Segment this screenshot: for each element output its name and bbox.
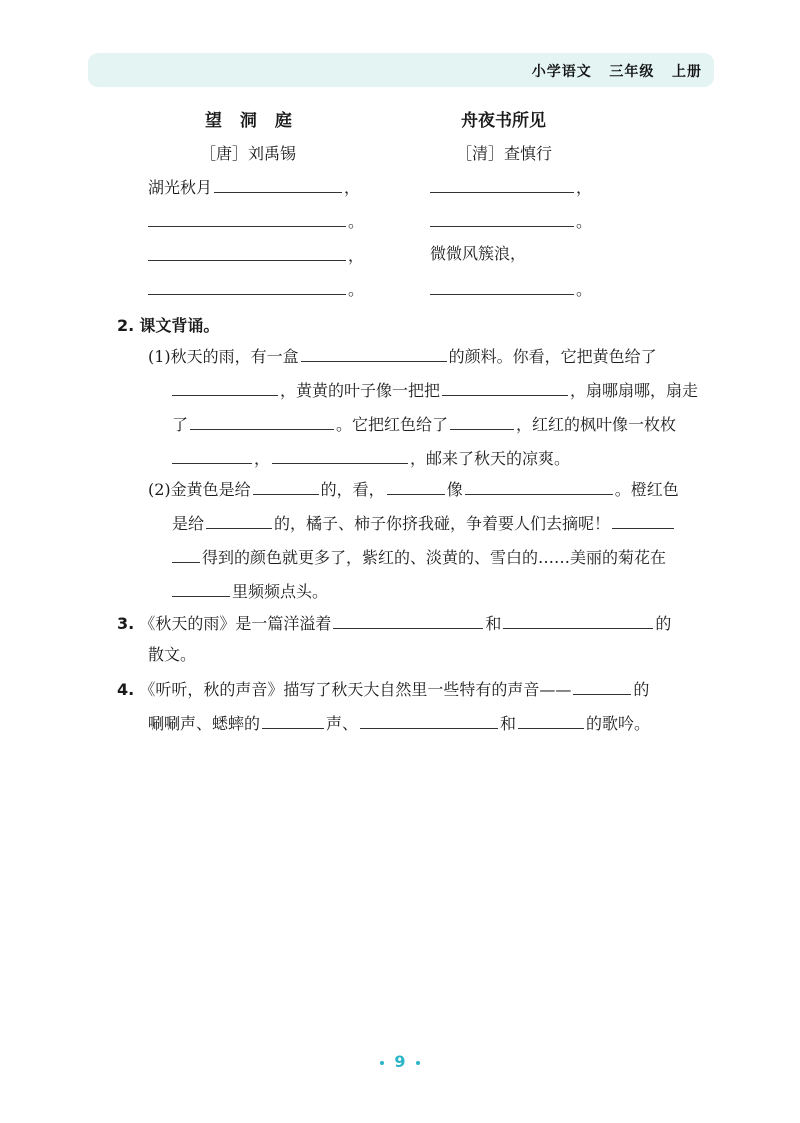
text: 的，看， (320, 480, 385, 499)
text: 的歌吟。 (586, 714, 651, 733)
q2-p1-line1 (148, 345, 657, 367)
text: 是给 (172, 514, 205, 533)
text: 得到的颜色就更多了，紫红的、淡黄的、雪白的……美丽的菊花在 (202, 548, 667, 567)
poem1-line3 (148, 244, 364, 266)
text: 《秋天的雨》是一篇洋溢着 (139, 614, 332, 633)
answer-blank[interactable] (465, 478, 613, 495)
dot-icon (380, 1061, 384, 1065)
poem2-line1 (430, 176, 592, 198)
text: 声、 (326, 714, 359, 733)
punct: 。 (348, 280, 365, 299)
text: 像 (446, 480, 463, 499)
question-number: 4. (117, 680, 135, 699)
text: ， (254, 449, 271, 468)
punct: ， (344, 178, 361, 197)
answer-blank[interactable] (450, 413, 514, 430)
answer-blank[interactable] (172, 379, 278, 396)
q2-p2-line1 (148, 478, 679, 500)
answer-blank[interactable] (172, 580, 230, 597)
answer-blank[interactable] (387, 478, 445, 495)
text: 里频频点头。 (232, 582, 329, 601)
answer-blank[interactable] (206, 512, 272, 529)
poem1-line1 (148, 176, 360, 198)
poem2-title: 舟夜书所见 (461, 111, 546, 131)
text: 和 (485, 614, 502, 633)
q2-p1-line2 (172, 379, 698, 401)
text: (1)秋天的雨，有一盒 (148, 347, 299, 366)
book-info: 小学语文 三年级 上册 (531, 64, 702, 80)
page-number-text: 9 (394, 1052, 406, 1071)
answer-blank[interactable] (518, 712, 584, 729)
text: ，黄黄的叶子像一把把 (280, 381, 441, 400)
answer-blank[interactable] (262, 712, 324, 729)
text: 的 (655, 614, 672, 633)
text: ，红红的枫叶像一枚枚 (516, 415, 677, 434)
text: ，扇哪扇哪，扇走 (570, 381, 699, 400)
answer-blank[interactable] (214, 176, 342, 193)
answer-blank[interactable] (430, 176, 574, 193)
text: 唰唰声、蟋蟀的 (148, 714, 261, 733)
question-3-line1 (117, 612, 671, 634)
answer-blank[interactable] (573, 678, 631, 695)
answer-blank[interactable] (360, 712, 498, 729)
poem1-title: 望 洞 庭 (205, 111, 298, 131)
poem1-line1-text: 湖光秋月 (148, 178, 213, 197)
punct: ， (348, 246, 365, 265)
poem2-line3: 微微风簇浪， (430, 244, 527, 263)
question-4-line1 (117, 678, 649, 700)
answer-blank[interactable] (442, 379, 568, 396)
text: 的，橘子、柿子你挤我碰，争着要人们去摘呢！ (274, 514, 611, 533)
question-number: 2. (117, 316, 135, 335)
text: ，邮来了秋天的凉爽。 (410, 449, 571, 468)
text: 了 (172, 415, 189, 434)
answer-blank[interactable] (272, 447, 408, 464)
punct: 。 (576, 212, 593, 231)
punct: 。 (576, 280, 593, 299)
poem1-author: ［唐］刘禹锡 (200, 144, 297, 163)
q2-p1-line4 (172, 447, 570, 469)
q2-p2-line4 (172, 580, 328, 602)
q2-p2-line2 (172, 512, 676, 534)
answer-blank[interactable] (172, 447, 252, 464)
text: 的颜料。你看，它把黄色给了 (448, 347, 657, 366)
text: 。橙红色 (614, 480, 679, 499)
question-title: 课文背诵。 (139, 316, 220, 335)
poem1-line2 (148, 210, 364, 232)
question-3-line2: 散文。 (148, 645, 197, 664)
answer-blank[interactable] (148, 244, 346, 261)
question-number: 3. (117, 614, 135, 633)
poem2-line4 (430, 278, 592, 300)
text: 。它把红色给了 (336, 415, 449, 434)
answer-blank[interactable] (333, 612, 483, 629)
question-4-line2 (148, 712, 650, 734)
answer-blank[interactable] (253, 478, 319, 495)
answer-blank[interactable] (430, 210, 574, 227)
answer-blank[interactable] (148, 278, 346, 295)
poem2-author: ［清］查慎行 (456, 144, 553, 163)
answer-blank[interactable] (430, 278, 574, 295)
answer-blank[interactable] (172, 546, 200, 563)
question-2-heading (117, 313, 219, 336)
answer-blank[interactable] (190, 413, 334, 430)
punct: 。 (348, 212, 365, 231)
header-bar (88, 53, 714, 87)
answer-blank[interactable] (148, 210, 346, 227)
text: 《听听，秋的声音》描写了秋天大自然里一些特有的声音—— (139, 680, 572, 699)
poem1-line4 (148, 278, 364, 300)
poem2-line2 (430, 210, 592, 232)
text: 和 (500, 714, 517, 733)
text: (2)金黄色是给 (148, 480, 251, 499)
punct: ， (576, 178, 593, 197)
q2-p1-line3 (172, 413, 676, 435)
answer-blank[interactable] (301, 345, 447, 362)
page-number (0, 1052, 800, 1071)
answer-blank[interactable] (503, 612, 653, 629)
q2-p2-line3 (172, 546, 666, 568)
dot-icon (416, 1061, 420, 1065)
text: 的 (633, 680, 650, 699)
answer-blank[interactable] (612, 512, 674, 529)
